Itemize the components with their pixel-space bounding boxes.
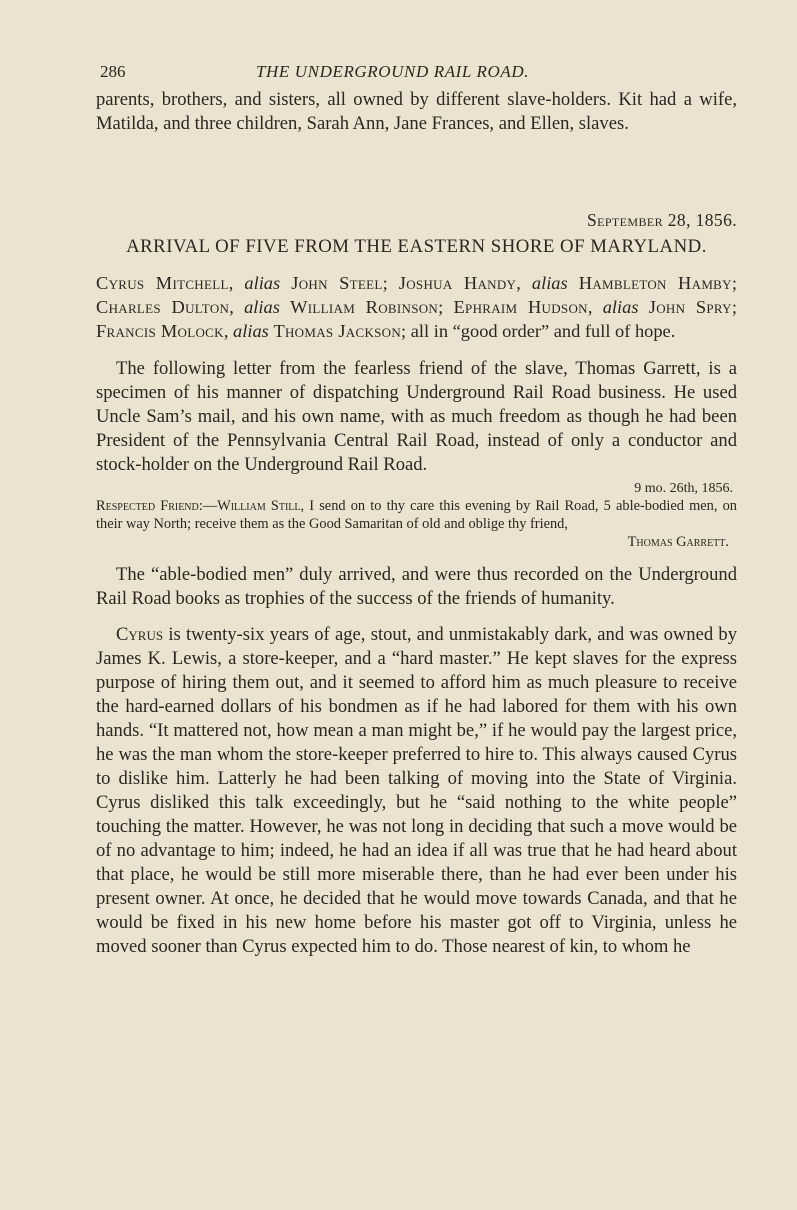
intro-paragraph: The following letter from the fearless friend of the slave, Thomas Garrett, is a specimen of his manner of dispatching Underground Rail Road business. He used Uncle Sam’s mail, and his own name, with as much freedom as though he had been President of the Pennsylvania Central Rail Road, instead of only a conductor and stock-holder on the Underground Rail Road. <box>96 358 737 475</box>
section-date: September 28, 1856. <box>586 210 737 230</box>
name-entry-4: Ephraim Hudson, alias John Spry <box>453 297 732 317</box>
name-entry-1: Cyrus Mitchell, alias John Steel <box>96 273 383 293</box>
opening-paragraph: parents, brothers, and sisters, all owned by different slave-holders. Kit had a wife, Matilda, and three children, Sarah Ann, Jane Frances, and Ellen, slaves. <box>96 89 737 134</box>
cyrus-lead: Cyrus <box>116 624 164 645</box>
arrival-paragraph: The “able-bodied men” duly arrived, and were thus recorded on the Underground Rail Road books as trophies of the success of the friends of humanity. <box>96 564 737 609</box>
letter-addressee: William Still <box>217 498 301 514</box>
section-heading: ARRIVAL OF FIVE FROM THE EASTERN SHORE OF MARYLAND. <box>126 236 707 257</box>
running-head <box>96 58 737 88</box>
letter-signature-row <box>96 533 737 551</box>
cyrus-paragraph: Cyrus is twenty-six years of age, stout, and unmistakably dark, and was owned by James K. Lewis, a store-keeper, and a “hard master.” He kept slaves for the express purpose of hiring them out, and it seemed to afford him as much pleasure to receive the hard-earned dollars of his bondmen as if he had labored for them with his own hands. “It mattered not, how mean a man might be,” if he would pay the largest price, he was the man whom the store-keeper preferred to hire to. This always caused Cyrus to dislike him. Latterly he had been talking of moving into the State of Virginia. Cyrus disliked this talk exceedingly, but he “said nothing to the white people” touching the matter. However, he was not long in deciding that such a move would be of no advantage to him; indeed, he had an idea if all was true that he had heard about that place, he would be still more miserable there, than he had ever been under his present owner. At once, he decided that he would move towards Canada, and that he would be fixed in his new home before his master got off to Virginia, unless he moved sooner than Cyrus expected him to do. Those nearest of kin, to whom he <box>96 624 737 957</box>
names-closing: ; all in “good order” and full of hope. <box>401 321 676 341</box>
book-page <box>96 58 737 959</box>
letter-body: Respected Friend:—William Still, I send on to thy care this evening by Rail Road, 5 able-bodied men, on their way North; receive them as the Good Samaritan of old and oblige thy friend, <box>96 498 737 532</box>
letter-salutation: Respected Friend <box>96 498 199 514</box>
name-entry-5: Francis Molock, alias Thomas Jackson <box>96 321 402 341</box>
name-entry-2: Joshua Handy, alias Hambleton Hamby <box>398 273 732 293</box>
letter-signature: Thomas Garrett. <box>627 534 729 550</box>
fugitive-names: Cyrus Mitchell, alias John Steel; Joshua Handy, alias Hambleton Hamby; Charles Dulton, alias William Robinson; Ephraim Hudson, alias John Spry; Francis Molock, alias Thomas Jackson; all in “good order” and full of hope. <box>96 273 737 341</box>
page-number: 286 <box>100 62 126 81</box>
letter-date: 9 mo. 26th, 1856. <box>634 481 733 496</box>
name-entry-3: Charles Dulton, alias William Robinson <box>96 297 439 317</box>
running-title: THE UNDERGROUND RAIL ROAD. <box>256 62 530 81</box>
